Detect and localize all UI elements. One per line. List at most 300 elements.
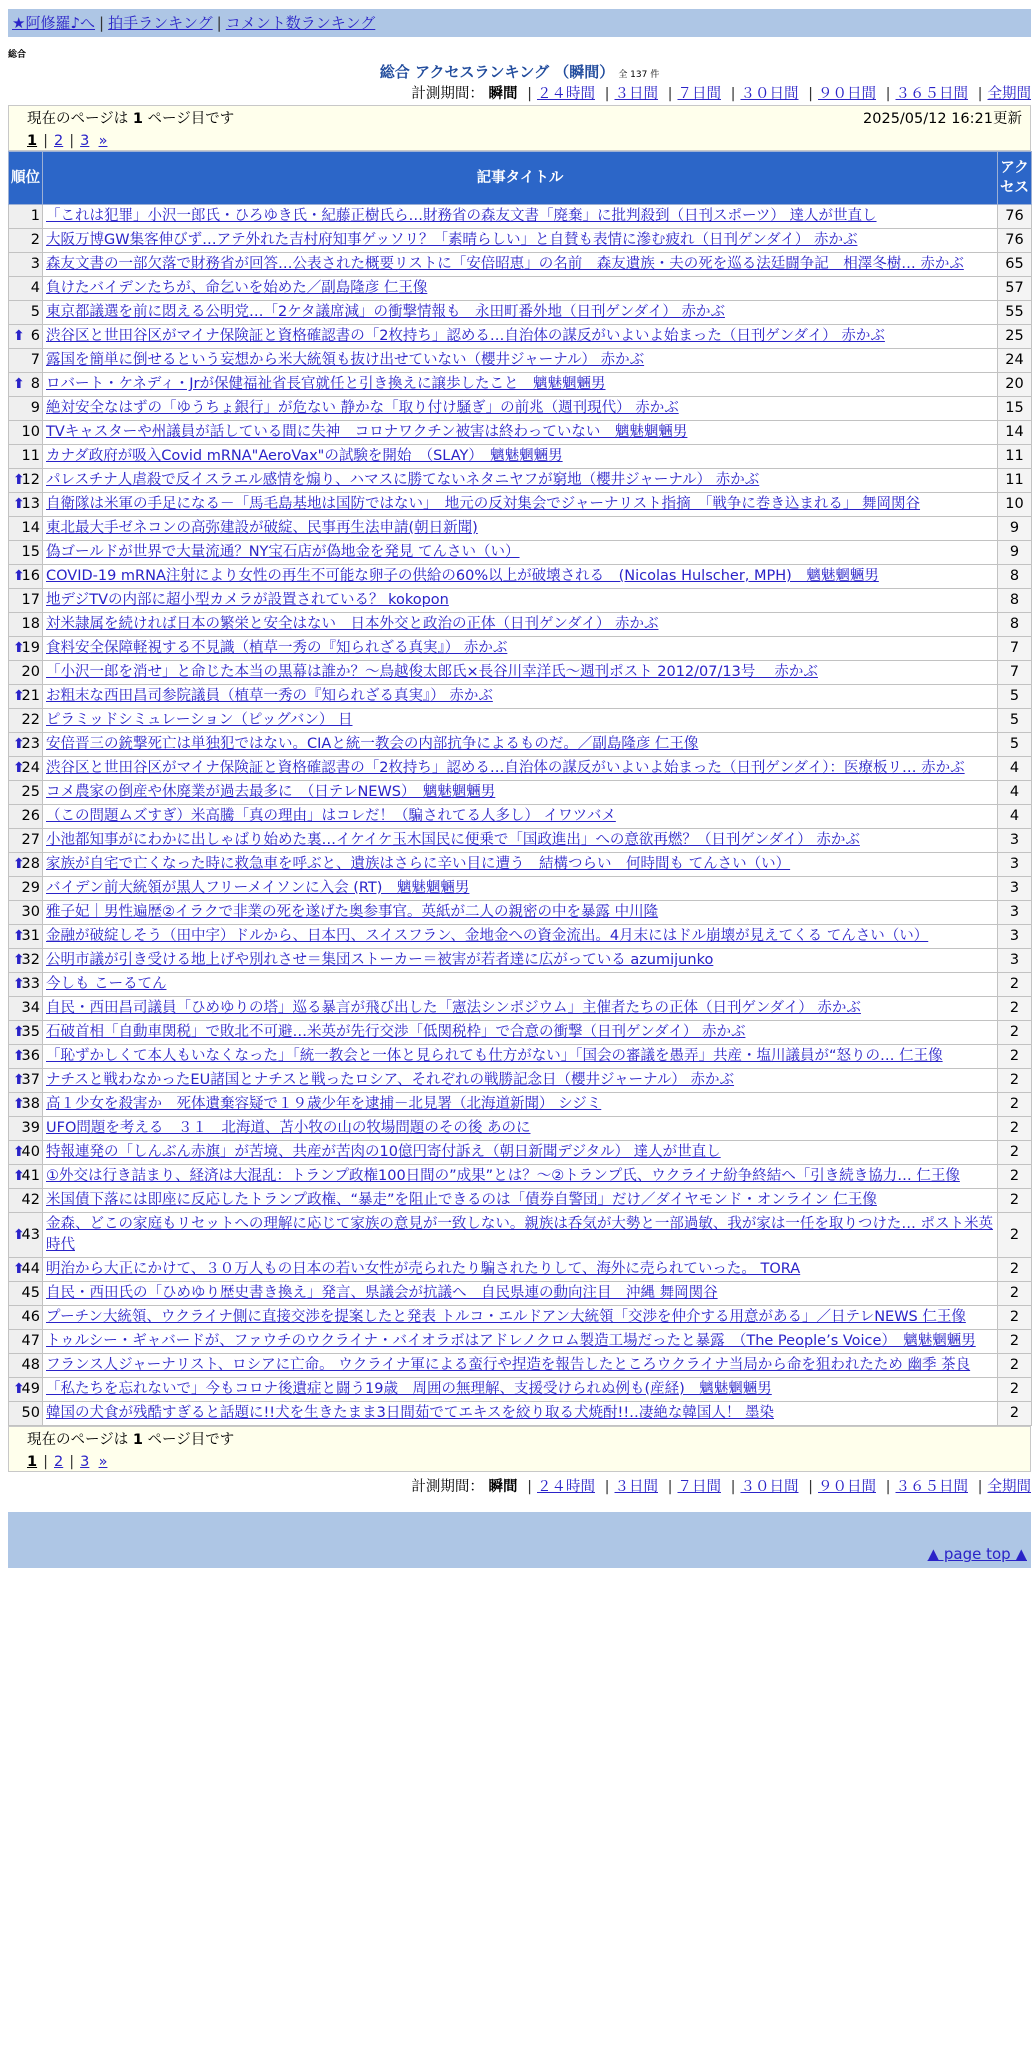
period-24h-link[interactable]: ２４時間 — [537, 86, 595, 102]
rank-up-arrow-icon: ⬆ — [13, 328, 25, 344]
title-cell — [43, 829, 998, 853]
rank-cell — [9, 205, 43, 229]
article-title-link[interactable]: 「これは犯罪」小沢一郎氏・ひろゆき氏・紀藤正樹氏ら…財務省の森友文書「廃棄」に批判殺到（日刊スポーツ） 達人が世直し — [46, 208, 877, 224]
title-cell — [43, 1306, 998, 1330]
rank-cell — [9, 1021, 43, 1045]
article-title-link[interactable]: 絶対安全なはずの「ゆうちょ銀行」が危ない 静かな「取り付け騒ぎ」の前兆（週刊現代） 赤かぶ — [46, 400, 679, 416]
rank-number: 43 — [21, 1226, 40, 1243]
clap-ranking-link[interactable]: 拍手ランキング — [108, 14, 213, 32]
next-page-link[interactable]: » — [98, 133, 108, 149]
rank-number: 42 — [21, 1192, 40, 1208]
rank-cell — [9, 1402, 43, 1426]
article-title-link[interactable]: 渋谷区と世田谷区がマイナ保険証と資格確認書の「2枚持ち」認める…自治体の謀反がいよいよ始まった（日刊ゲンダイ）：医療板リ… 赤かぶ — [46, 760, 965, 776]
table-row — [9, 277, 1032, 301]
rank-up-arrow-icon: ⬆ — [13, 376, 25, 392]
title-cell — [43, 733, 998, 757]
comment-ranking-link[interactable]: コメント数ランキング — [225, 14, 376, 32]
rank-number: 21 — [21, 688, 40, 704]
rank-cell — [9, 1282, 43, 1306]
period-separator: | — [885, 1479, 891, 1495]
period-label: 計測期間： — [411, 1479, 484, 1495]
page-separator: | — [69, 1454, 75, 1470]
current-page-number: 1 — [132, 111, 143, 127]
rank-number: 41 — [21, 1168, 40, 1184]
breadcrumb: 総合 — [8, 50, 27, 60]
rank-cell — [9, 1330, 43, 1354]
rank-number: 8 — [30, 376, 40, 392]
table-row — [9, 325, 1032, 349]
rank-number: 5 — [30, 304, 40, 320]
rank-number: 22 — [21, 712, 40, 728]
access-count: 57 — [998, 277, 1032, 301]
table-row — [9, 973, 1032, 997]
title-cell — [43, 853, 998, 877]
pager-status-row — [27, 1429, 1022, 1451]
access-count: 7 — [998, 637, 1032, 661]
rank-number: 31 — [21, 928, 40, 944]
page-link-3[interactable]: 3 — [80, 1454, 90, 1470]
page — [8, 9, 1031, 1568]
title-cell — [43, 1402, 998, 1426]
access-count: 15 — [998, 397, 1032, 421]
table-row — [9, 757, 1032, 781]
rank-cell — [9, 1141, 43, 1165]
article-title-link[interactable]: （この問題ムズすぎ）米高騰「真の理由」はコレだ！（騙されてる人多し） イワツバメ — [46, 808, 616, 824]
access-count: 25 — [998, 325, 1032, 349]
rank-number: 36 — [21, 1048, 40, 1064]
table-row — [9, 637, 1032, 661]
rank-number: 27 — [21, 832, 40, 848]
rank-up-arrow-icon: ⬆ — [13, 1381, 25, 1397]
title-cell — [43, 373, 998, 397]
rank-cell — [9, 325, 43, 349]
rank-number: 6 — [30, 328, 40, 344]
title-cell — [43, 229, 998, 253]
rank-up-arrow-icon: ⬆ — [13, 496, 25, 512]
table-row — [9, 1306, 1032, 1330]
rank-cell — [9, 469, 43, 493]
table-row — [9, 205, 1032, 229]
rank-cell — [9, 493, 43, 517]
access-count: 2 — [998, 1282, 1032, 1306]
period-24h-link[interactable]: ２４時間 — [537, 1479, 595, 1495]
rank-number: 35 — [21, 1024, 40, 1040]
table-row — [9, 1189, 1032, 1213]
rank-number: 12 — [21, 472, 40, 488]
rank-cell — [9, 733, 43, 757]
table-row — [9, 1282, 1032, 1306]
access-count: 2 — [998, 1117, 1032, 1141]
access-count: 2 — [998, 1402, 1032, 1426]
article-title-link[interactable]: ロバート・ケネディ・Jrが保健福祉省長官就任と引き換えに譲歩したこと 魑魅魍魎男 — [46, 376, 606, 392]
access-count: 3 — [998, 925, 1032, 949]
title-cell — [43, 709, 998, 733]
period-all-link[interactable]: 全期間 — [987, 86, 1031, 102]
period-current: 瞬間 — [488, 86, 518, 102]
top-nav-bar — [8, 9, 1031, 37]
title-cell — [43, 637, 998, 661]
title-cell — [43, 565, 998, 589]
access-count: 2 — [998, 1378, 1032, 1402]
rank-cell — [9, 277, 43, 301]
article-title-link[interactable]: 「私たちを忘れないで」今もコロナ後遺症と闘う19歳 周囲の無理解、支援受けられぬ例も(産経) 魑魅魍魎男 — [46, 1381, 772, 1397]
title-cell — [43, 1282, 998, 1306]
access-count: 3 — [998, 853, 1032, 877]
period-separator: | — [808, 86, 813, 102]
period-separator: | — [977, 86, 983, 102]
rank-number: 14 — [21, 520, 40, 536]
period-separator: | — [667, 86, 673, 102]
rank-cell — [9, 1093, 43, 1117]
rank-number: 19 — [21, 640, 40, 656]
period-separator: | — [885, 86, 891, 102]
rank-cell — [9, 421, 43, 445]
rank-cell — [9, 997, 43, 1021]
rank-number: 46 — [21, 1309, 40, 1325]
title-cell — [43, 277, 998, 301]
title-cell — [43, 1165, 998, 1189]
article-title-link[interactable]: ①外交は行き詰まり、経済は大混乱：トランプ政権100日間の”成果”とは？～②トランプ氏、ウクライナ紛争終結へ「引き続き協力… 仁王像 — [46, 1168, 960, 1184]
period-30d-link[interactable]: ３０日間 — [740, 86, 799, 102]
total-count: 全 137 件 — [618, 70, 660, 80]
article-title-link[interactable]: コメ農家の倒産や休廃業が過去最多に （日テレNEWS） 魑魅魍魎男 — [46, 784, 496, 800]
article-title-link[interactable]: 安倍晋三の銃撃死亡は単独犯ではない。CIAと統一教会の内部抗争によるものだ。／副島隆彦 仁王像 — [46, 736, 699, 752]
rank-cell — [9, 589, 43, 613]
article-title-link[interactable]: 米国債下落には即座に反応したトランプ政権、“暴走”を阻止できるのは「債券自警団」だけ／ダイヤモンド・オンライン 仁王像 — [46, 1192, 877, 1208]
period-90d-link[interactable]: ９０日間 — [818, 86, 876, 102]
table-row — [9, 1354, 1032, 1378]
rank-cell — [9, 1378, 43, 1402]
article-title-link[interactable]: 自衛隊は米軍の手足になる－「馬毛島基地は国防ではない」 地元の反対集会でジャーナリスト指摘 「戦争に巻き込まれる」 舞岡関谷 — [46, 496, 921, 512]
access-count: 4 — [998, 805, 1032, 829]
access-count: 10 — [998, 493, 1032, 517]
access-count: 5 — [998, 733, 1032, 757]
rank-cell — [9, 1189, 43, 1213]
current-page-suffix: ページ目です — [147, 111, 235, 127]
period-7d-link[interactable]: ７日間 — [677, 86, 721, 102]
period-30d-link[interactable]: ３０日間 — [740, 1479, 799, 1495]
rank-number: 9 — [30, 400, 40, 416]
article-title-link[interactable]: 明治から大正にかけて、３０万人もの日本の若い女性が売られたり騙されたりして、海外に売られていった。 TORA — [46, 1261, 801, 1277]
rank-up-arrow-icon: ⬆ — [13, 1048, 25, 1064]
article-title-link[interactable]: ナチスと戦わなかったEU諸国とナチスと戦ったロシア、それぞれの戦勝記念日（櫻井ジャーナル） 赤かぶ — [46, 1072, 735, 1088]
rank-number: 33 — [21, 976, 40, 992]
access-count: 8 — [998, 589, 1032, 613]
access-count: 2 — [998, 1165, 1032, 1189]
rank-cell — [9, 445, 43, 469]
home-link[interactable]: ★阿修羅♪へ — [12, 14, 96, 32]
table-row — [9, 901, 1032, 925]
table-row — [9, 517, 1032, 541]
table-row — [9, 1117, 1032, 1141]
current-page-prefix: 現在のページは — [27, 111, 129, 127]
page-separator: | — [43, 133, 48, 149]
current-page-suffix: ページ目です — [147, 1432, 235, 1448]
table-row — [9, 349, 1032, 373]
article-title-link[interactable]: 小池都知事がにわかに出しゃばり始めた裏…イケイケ玉木国民に便乗で「国政進出」への意欲再燃？（日刊ゲンダイ） 赤かぶ — [46, 832, 860, 848]
article-title-link[interactable]: 石破首相「自動車関税」で敗北不可避…米英が先行交渉「低関税枠」で合意の衝撃（日刊ゲンダイ） 赤かぶ — [46, 1024, 746, 1040]
article-title-link[interactable]: 負けたバイデンたちが、命乞いを始めた／副島隆彦 仁王像 — [46, 280, 428, 296]
current-page-number: 1 — [132, 1432, 143, 1448]
access-count: 65 — [998, 253, 1032, 277]
page-top-link[interactable]: ▲ page top ▲ — [927, 1545, 1027, 1563]
period-365d-link[interactable]: ３６５日間 — [895, 86, 968, 102]
title-cell — [43, 1117, 998, 1141]
period-selector-top — [8, 83, 1031, 105]
rank-number: 30 — [21, 904, 40, 920]
rank-up-arrow-icon: ⬆ — [13, 568, 25, 584]
table-row — [9, 1093, 1032, 1117]
rank-cell — [9, 781, 43, 805]
article-title-link[interactable]: 韓国の犬食が残酷すぎると話題に!!犬を生きたまま3日間茹でてエキスを絞り取る犬焼酎!!‥凄絶な韓国人！ 墨染 — [46, 1405, 774, 1421]
rank-number: 11 — [21, 448, 40, 464]
page-link-1: 1 — [27, 133, 38, 149]
access-count: 2 — [998, 973, 1032, 997]
table-row — [9, 709, 1032, 733]
access-count: 2 — [998, 1021, 1032, 1045]
page-links — [27, 1451, 1022, 1473]
rank-up-arrow-icon: ⬆ — [13, 736, 25, 752]
title-cell — [43, 1378, 998, 1402]
rank-number: 38 — [21, 1096, 40, 1112]
rank-number: 45 — [21, 1285, 40, 1301]
page-link-3[interactable]: 3 — [80, 133, 90, 149]
table-row — [9, 1258, 1032, 1282]
access-count: 2 — [998, 1189, 1032, 1213]
title-cell — [43, 349, 998, 373]
rank-up-arrow-icon: ⬆ — [13, 952, 25, 968]
article-title-link[interactable]: 金融が破綻しそう（田中宇）ドルから、日本円、スイスフラン、金地金への資金流出。4月末にはドル崩壊が見えてくる てんさい（い） — [46, 928, 929, 944]
access-count: 55 — [998, 301, 1032, 325]
period-separator: | — [977, 1479, 983, 1495]
access-count: 5 — [998, 709, 1032, 733]
table-row — [9, 397, 1032, 421]
rank-number: 48 — [21, 1357, 40, 1373]
period-3d-link[interactable]: ３日間 — [614, 1479, 658, 1495]
access-count: 2 — [998, 997, 1032, 1021]
rank-number: 10 — [21, 424, 40, 440]
article-title-link[interactable]: 家族が自宅で亡くなった時に救急車を呼ぶと、遺族はさらに辛い目に遭う 結構つらい 何時間も てんさい（い） — [46, 856, 791, 872]
period-365d-link[interactable]: ３６５日間 — [895, 1479, 968, 1495]
article-title-link[interactable]: 自民・西田昌司議員「ひめゆりの塔」巡る暴言が飛び出した「憲法シンポジウム」主催者たちの正体（日刊ゲンダイ） 赤かぶ — [46, 1000, 861, 1016]
title-cell — [43, 397, 998, 421]
access-count: 9 — [998, 517, 1032, 541]
current-page-text — [27, 108, 234, 130]
period-separator: | — [730, 86, 736, 102]
table-row — [9, 925, 1032, 949]
title-cell — [43, 1354, 998, 1378]
rank-cell — [9, 565, 43, 589]
rank-cell — [9, 349, 43, 373]
article-title-link[interactable]: COVID-19 mRNA注射により女性の再生不可能な卵子の供給の60%以上が破壊される (Nicolas Hulscher, MPH) 魑魅魍魎男 — [46, 568, 879, 584]
rank-cell — [9, 853, 43, 877]
access-count: 2 — [998, 1213, 1032, 1258]
rank-number: 29 — [21, 880, 40, 896]
article-title-link[interactable]: トゥルシー・ギャバードが、ファウチのウクライナ・バイオラボはアドレノクロム製造工場だったと暴露 （The People’s Voice） 魑魅魍魎男 — [46, 1333, 976, 1349]
article-title-link[interactable]: フランス人ジャーナリスト、ロシアに亡命。 ウクライナ軍による蛮行や捏造を報告したところウクライナ当局から命を狙われたため 幽季 茶良 — [46, 1357, 971, 1373]
article-title-link[interactable]: パレスチナ人虐殺で反イスラエル感情を煽り、ハマスに勝てないネタニヤフが窮地（櫻井ジャーナル） 赤かぶ — [46, 472, 760, 488]
article-title-link[interactable]: ピラミッドシミュレーション（ピッグバン） 日 — [46, 712, 353, 728]
table-row — [9, 661, 1032, 685]
article-title-link[interactable]: TVキャスターや州議員が話している間に失神 コロナワクチン被害は終わっていない 魑魅魍魎男 — [46, 424, 688, 440]
rank-cell — [9, 637, 43, 661]
rank-cell — [9, 517, 43, 541]
title-cell — [43, 973, 998, 997]
rank-number: 13 — [21, 496, 40, 512]
access-count: 76 — [998, 205, 1032, 229]
rank-up-arrow-icon: ⬆ — [13, 1226, 25, 1243]
article-title-link[interactable]: 露国を簡単に倒せるという妄想から米大統領も抜け出せていない（櫻井ジャーナル） 赤かぶ — [46, 352, 645, 368]
ranking-title: 総合 アクセスランキング （瞬間） — [379, 63, 615, 81]
rank-number: 1 — [30, 208, 40, 224]
rank-up-arrow-icon: ⬆ — [13, 1144, 25, 1160]
title-cell — [43, 805, 998, 829]
article-title-link[interactable]: 東北最大手ゼネコンの高弥建設が破綻、民事再生法申請(朝日新聞) — [46, 520, 478, 536]
title-cell — [43, 901, 998, 925]
article-title-link[interactable]: 地デジTVの内部に超小型カメラが設置されている？ kokopon — [46, 592, 449, 608]
period-separator: | — [808, 1479, 813, 1495]
pager-status-row — [27, 108, 1022, 130]
access-count: 3 — [998, 949, 1032, 973]
table-row — [9, 1165, 1032, 1189]
rank-cell — [9, 541, 43, 565]
rank-column-header: 順位 — [9, 152, 43, 205]
period-separator: | — [604, 86, 610, 102]
rank-up-arrow-icon: ⬆ — [13, 928, 25, 944]
rank-number: 16 — [21, 568, 40, 584]
title-cell — [43, 1021, 998, 1045]
rank-number: 17 — [21, 592, 40, 608]
article-title-link[interactable]: バイデン前大統領が黒人フリーメイソンに入会 (RT) 魑魅魍魎男 — [46, 880, 470, 896]
table-row — [9, 1045, 1032, 1069]
rank-cell — [9, 709, 43, 733]
access-count: 9 — [998, 541, 1032, 565]
article-title-link[interactable]: 食料安全保障軽視する不見識（植草一秀の『知られざる真実』） 赤かぶ — [46, 640, 508, 656]
article-title-link[interactable]: 東京都議選を前に悶える公明党…「2ケタ議席減」の衝撃情報も 永田町番外地（日刊ゲンダイ） 赤かぶ — [46, 304, 725, 320]
page-link-2[interactable]: 2 — [53, 133, 64, 149]
title-cell — [43, 757, 998, 781]
article-title-link[interactable]: 大阪万博GW集客伸びず…アテ外れた吉村府知事ゲッソリ？「素晴らしい」と自賛も表情に滲む疲れ（日刊ゲンダイ） 赤かぶ — [46, 232, 858, 248]
access-count: 2 — [998, 1141, 1032, 1165]
table-row — [9, 373, 1032, 397]
access-count: 2 — [998, 1354, 1032, 1378]
access-count: 5 — [998, 685, 1032, 709]
rank-cell — [9, 757, 43, 781]
table-row — [9, 805, 1032, 829]
access-count: 76 — [998, 229, 1032, 253]
article-title-link[interactable]: プーチン大統領、ウクライナ側に直接交渉を提案したと発表 トルコ・エルドアン大統領「交渉を仲介する用意がある」／日テレNEWS 仁王像 — [46, 1309, 966, 1325]
rank-number: 24 — [21, 760, 40, 776]
access-count: 7 — [998, 661, 1032, 685]
period-90d-link[interactable]: ９０日間 — [818, 1479, 876, 1495]
rank-cell — [9, 301, 43, 325]
rank-cell — [9, 805, 43, 829]
rank-cell — [9, 877, 43, 901]
rank-cell — [9, 829, 43, 853]
page-top-bar — [8, 1540, 1031, 1568]
page-separator: | — [69, 133, 75, 149]
table-row — [9, 445, 1032, 469]
article-title-link[interactable]: カナダ政府が吸入Covid mRNA"AeroVax"の試験を開始 （SLAY） 魑魅魍魎男 — [46, 448, 563, 464]
rank-number: 7 — [30, 352, 40, 368]
page-separator: | — [43, 1454, 48, 1470]
article-title-link[interactable]: UFO問題を考える ３１ 北海道、苫小牧の山の牧場問題のその後 あのに — [46, 1120, 531, 1136]
access-count: 8 — [998, 565, 1032, 589]
rank-up-arrow-icon: ⬆ — [13, 1168, 25, 1184]
rank-up-arrow-icon: ⬆ — [13, 856, 25, 872]
page-link-2[interactable]: 2 — [53, 1454, 64, 1470]
period-separator: | — [527, 86, 532, 102]
period-3d-link[interactable]: ３日間 — [614, 86, 658, 102]
table-row — [9, 565, 1032, 589]
rank-up-arrow-icon: ⬆ — [13, 472, 25, 488]
access-count: 8 — [998, 613, 1032, 637]
access-count: 24 — [998, 349, 1032, 373]
article-title-link[interactable]: 高１少女を殺害か 死体遺棄容疑で１９歳少年を逮捕－北見署（北海道新聞） シジミ — [46, 1096, 602, 1112]
table-row — [9, 541, 1032, 565]
article-title-link[interactable]: 渋谷区と世田谷区がマイナ保険証と資格確認書の「2枚持ち」認める…自治体の謀反がいよいよ始まった（日刊ゲンダイ） 赤かぶ — [46, 328, 885, 344]
article-title-link[interactable]: 金森、どこの家庭もリセットへの理解に応じて家族の意見が一致しない。親族は呑気が大勢と一部過敏、我が家は一任を取りつけた… ポスト米英時代 — [46, 1216, 993, 1253]
access-count: 2 — [998, 1093, 1032, 1117]
rank-number: 32 — [21, 952, 40, 968]
title-cell — [43, 661, 998, 685]
rank-number: 44 — [21, 1261, 40, 1277]
rank-cell — [9, 661, 43, 685]
article-title-link[interactable]: 対米隷属を続ければ日本の繁栄と安全はない 日本外交と政治の正体（日刊ゲンダイ） 赤かぶ — [46, 616, 659, 632]
table-row — [9, 877, 1032, 901]
rank-number: 23 — [21, 736, 40, 752]
period-7d-link[interactable]: ７日間 — [677, 1479, 721, 1495]
table-row — [9, 1213, 1032, 1258]
article-title-link[interactable]: 森友文書の一部欠落で財務省が回答…公表された概要リストに「安倍昭恵」の名前 森友遺族・夫の死を巡る法廷闘争記 相澤冬樹… 赤かぶ — [46, 256, 964, 272]
rank-number: 3 — [30, 256, 40, 272]
article-title-link[interactable]: 公明市議が引き受ける地上げや別れさせ＝集団ストーカー＝被害が若者達に広がっている azumijunko — [46, 952, 714, 968]
article-title-link[interactable]: 自民・西田氏の「ひめゆり歴史書き換え」発言、県議会が抗議へ 自民県連の動向注目 沖縄 舞岡関谷 — [46, 1285, 718, 1301]
access-count: 20 — [998, 373, 1032, 397]
rank-number: 34 — [21, 1000, 40, 1016]
rank-cell — [9, 229, 43, 253]
rank-number: 49 — [21, 1381, 40, 1397]
article-title-link[interactable]: 雅子妃｜男性遍歴②イラクで非業の死を遂げた奥参事官。英紙が二人の親密の中を暴露 中川隆 — [46, 904, 659, 920]
next-page-link[interactable]: » — [98, 1454, 108, 1470]
period-current: 瞬間 — [488, 1479, 518, 1495]
title-cell — [43, 1093, 998, 1117]
article-title-link[interactable]: 特報連発の「しんぶん赤旗」が苦境、共産が苦肉の10億円寄付訴え（朝日新聞デジタル） 達人が世直し — [46, 1144, 721, 1160]
title-cell — [43, 877, 998, 901]
title-cell — [43, 325, 998, 349]
current-page-prefix: 現在のページは — [27, 1432, 129, 1448]
article-title-link[interactable]: 今しも こーるてん — [46, 976, 167, 992]
article-title-link[interactable]: お粗末な西田昌司参院議員（植草一秀の『知られざる真実』） 赤かぶ — [46, 688, 493, 704]
table-row — [9, 613, 1032, 637]
table-row — [9, 1141, 1032, 1165]
table-header-row — [9, 152, 1032, 205]
table-row — [9, 1069, 1032, 1093]
access-count: 4 — [998, 781, 1032, 805]
title-cell — [43, 1258, 998, 1282]
page-links — [27, 130, 1022, 152]
table-row — [9, 1402, 1032, 1426]
table-row — [9, 229, 1032, 253]
table-row — [9, 949, 1032, 973]
rank-cell — [9, 901, 43, 925]
access-count: 2 — [998, 1045, 1032, 1069]
article-title-link[interactable]: 「恥ずかしくて本人もいなくなった」「統一教会と一体と見られても仕方がない」「国会の審議を愚弄」共産・塩川議員が“怒りの… 仁王像 — [46, 1048, 943, 1064]
rank-number: 47 — [21, 1333, 40, 1349]
article-title-link[interactable]: 偽ゴールドが世界で大量流通？NY宝石店が偽地金を発見 てんさい（い） — [46, 544, 520, 560]
article-title-link[interactable]: 「小沢一郎を消せ」と命じた本当の黒幕は誰か？～鳥越俊太郎氏×長谷川幸洋氏～週刊ポスト 2012/07/13号 赤かぶ — [46, 664, 818, 680]
period-all-link[interactable]: 全期間 — [987, 1479, 1031, 1495]
